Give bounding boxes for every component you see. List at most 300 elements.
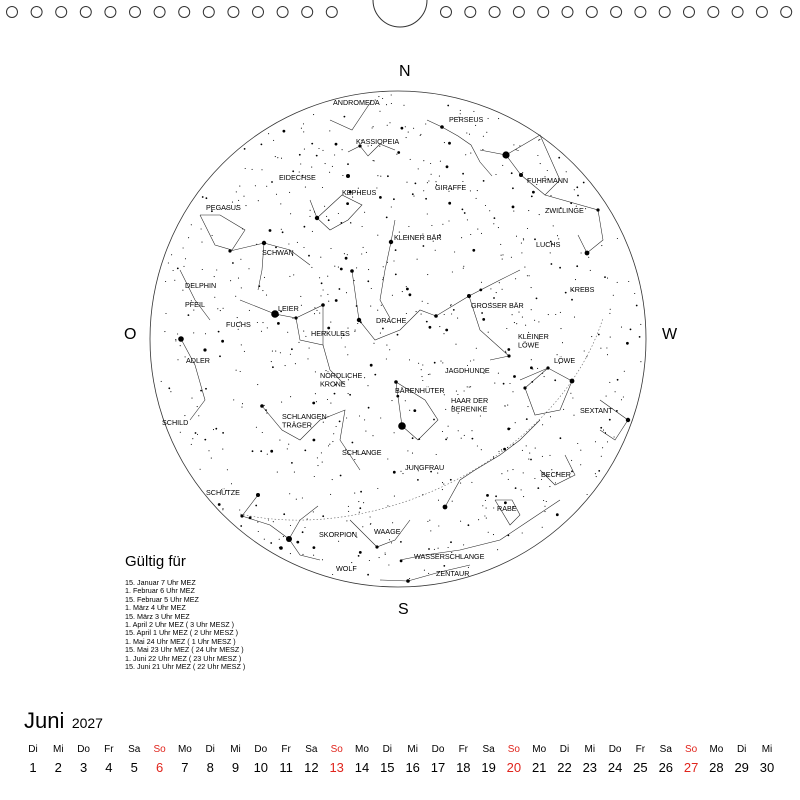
star [477,190,478,191]
star [313,439,316,442]
star [566,171,567,172]
star [322,462,323,463]
star [523,239,524,240]
star [573,415,574,416]
star [290,525,291,526]
star [208,450,209,451]
star [531,359,532,360]
star [171,254,172,255]
star [435,250,436,251]
star [317,465,318,466]
star [486,494,489,497]
star [600,427,602,429]
star [386,104,387,105]
star [377,235,378,236]
bright-star [502,151,509,158]
star [397,151,400,154]
star [486,132,487,133]
day-number: 29 [734,760,749,775]
star [193,310,194,311]
star [560,328,561,329]
star [415,183,417,185]
star [431,225,432,226]
star [273,521,274,522]
star [490,288,491,289]
star [495,495,497,497]
star [305,336,306,337]
constellation-line [181,339,205,420]
star [335,143,338,146]
star [219,355,221,357]
star [601,245,602,246]
star [366,252,367,253]
star [574,189,575,190]
star [330,403,331,404]
star [527,275,528,276]
star [334,154,335,155]
bright-star [178,336,184,342]
star [442,224,443,225]
star [393,198,395,200]
star [498,118,499,119]
star [322,515,324,517]
compass-east: O [124,326,137,343]
star [557,235,558,236]
star [453,309,455,311]
star [538,140,539,141]
star [351,562,352,563]
star [379,557,380,558]
star [433,419,435,421]
star [376,187,377,188]
star [352,442,354,444]
star [628,281,629,282]
star [316,310,317,311]
star [484,515,485,516]
bright-star [398,422,406,430]
star [508,479,509,480]
constellation-label: SCHILD [162,418,189,427]
star [581,252,582,253]
star [289,493,290,494]
star [364,419,365,420]
star [202,269,203,270]
star [222,508,223,509]
bright-star [389,240,393,244]
star [463,266,464,267]
star [379,111,380,112]
calendar-strip [20,744,780,794]
star [304,450,306,452]
star [571,460,572,461]
star [340,268,343,271]
star [550,195,551,196]
star [423,190,424,191]
validity-block [125,553,245,671]
star [470,386,471,387]
bright-star [260,404,264,408]
star [239,509,240,510]
star [314,307,315,308]
day-number: 1 [29,760,37,775]
star [483,180,485,182]
star [630,329,632,331]
day-number: 14 [354,760,370,775]
star [623,396,624,397]
star [270,450,273,453]
star [475,125,476,126]
star [518,312,519,313]
star [386,358,387,359]
star [320,295,321,296]
star [290,354,291,355]
star [476,348,477,349]
star [431,174,432,175]
star [361,253,362,254]
star [537,368,538,369]
star [336,426,337,427]
star [497,549,498,550]
star [559,267,561,269]
star [493,456,494,457]
star [516,236,517,237]
star [239,186,240,187]
star [214,297,215,298]
star [457,394,458,395]
star [448,547,449,548]
star [310,210,311,211]
star [297,242,298,243]
star [277,322,280,325]
star [483,136,484,137]
star [338,267,339,268]
star [202,196,204,198]
weekday-label: Mo [532,744,547,755]
star [427,303,428,304]
constellation-label: SCHWAN [262,248,294,257]
star [551,263,553,265]
star [329,172,330,173]
star [428,573,429,574]
star [372,435,373,436]
star [502,165,503,166]
star [493,458,494,459]
bright-star [321,303,325,307]
star [372,127,373,128]
star [602,447,603,448]
star [418,363,419,364]
star [472,249,475,252]
validity-entry: 15. Juni 21 Uhr MEZ ( 22 Uhr MESZ ) [125,662,246,672]
star [531,287,532,288]
star [587,494,588,495]
star [264,405,265,406]
constellation-line [200,215,245,250]
star [387,505,388,506]
star [515,422,516,423]
star [321,452,322,453]
star [522,450,523,451]
star [470,190,471,191]
star [382,279,383,280]
star [479,289,482,292]
star [330,494,331,495]
star [591,336,592,337]
star [296,499,297,500]
star [165,281,166,282]
star [493,297,495,299]
star [279,539,280,540]
star [609,313,610,314]
weekday-label: Fr [458,744,469,755]
star [301,305,302,306]
constellation-line [520,368,572,415]
constellation-label: SEXTANT [580,406,613,415]
star [356,267,357,268]
star [640,361,641,362]
star [536,298,538,300]
star [391,94,392,95]
star [485,205,486,206]
star [407,450,408,451]
day-number: 9 [231,760,240,775]
star [547,170,548,171]
star [534,478,535,479]
star [262,432,263,433]
star [570,202,572,204]
star [616,410,618,412]
star [447,105,449,107]
star [420,134,421,135]
star [344,116,346,118]
weekday-label: Di [559,744,570,755]
star [428,548,430,550]
star [430,163,431,164]
bright-star [294,316,297,319]
star [168,387,170,389]
bright-star [585,251,590,256]
star [617,282,618,283]
star [443,333,444,334]
star [413,128,414,129]
star [257,384,258,385]
star [168,262,169,263]
star [377,310,378,311]
star [391,103,392,104]
star [290,396,291,397]
star [529,453,530,454]
star [511,172,513,174]
star [542,373,543,374]
day-number: 21 [531,760,547,775]
star [316,155,318,157]
star [539,139,540,140]
star [183,247,184,248]
star [387,175,389,177]
star [273,140,274,141]
star [469,134,470,135]
star [346,202,349,205]
star [200,469,201,470]
constellation-line [242,495,320,560]
star [262,290,263,291]
star [406,182,407,183]
star [309,216,310,217]
star [377,488,378,489]
star [440,361,441,362]
star [335,299,338,302]
day-number: 8 [206,760,214,775]
star [523,496,524,497]
star [275,351,276,352]
star [258,200,259,201]
day-number: 13 [329,760,344,775]
constellation-label: LEIER [278,304,299,313]
weekday-label: Do [77,744,90,755]
star [212,235,213,236]
star [450,305,451,306]
validity-entry: 1. Februar 6 Uhr MEZ [125,586,195,596]
star [422,494,423,495]
star [191,224,192,225]
star [230,280,231,281]
star [522,317,523,318]
star [408,132,409,133]
star [267,454,268,455]
constellation-lines [180,100,628,581]
star [378,96,379,97]
star [555,314,556,315]
star [540,163,541,164]
star [347,354,348,355]
star [400,541,402,543]
validity-entry: 1. Juni 22 Uhr MEZ ( 23 Uhr MESZ ) [125,653,242,663]
bright-star [350,269,354,273]
star [422,364,423,365]
day-number: 26 [658,760,674,775]
star [470,153,471,154]
star [429,374,430,375]
star [442,431,443,432]
star [422,380,423,381]
star [464,390,465,391]
star [280,203,281,204]
star [473,359,474,360]
star [507,447,508,448]
day-number: 16 [405,760,420,775]
star [530,459,532,461]
star [329,130,330,131]
star [576,186,578,188]
star [416,311,417,312]
star [369,560,370,561]
star [456,391,457,392]
star [373,343,374,344]
star [548,314,549,315]
star [389,122,390,123]
star [356,305,358,307]
star [448,426,449,427]
star [329,444,330,445]
star [327,399,328,400]
weekday-label: Sa [482,744,495,755]
star [391,400,392,401]
star [462,173,464,175]
star [470,234,471,235]
bright-star [286,536,292,542]
star [481,282,482,283]
star [367,574,369,576]
star [227,469,228,470]
constellation-line [445,420,540,507]
star [330,322,331,323]
star [440,161,441,162]
constellation-line [400,500,560,560]
bright-star [434,314,438,318]
star [462,181,463,182]
star [624,371,625,372]
star [425,198,427,200]
star [617,238,618,239]
bright-star [375,545,378,548]
star [406,137,407,138]
star [417,479,419,481]
star [565,292,567,294]
star [188,237,189,238]
star [639,336,641,338]
star [346,292,347,293]
day-number: 2 [54,760,62,775]
constellation-label: EIDECHSE [279,173,316,182]
day-number: 15 [380,760,395,775]
star [334,393,336,395]
star [321,282,323,284]
star [359,507,361,509]
star [315,371,316,372]
star [439,326,440,327]
bright-star [507,354,510,357]
star [363,502,364,503]
star [255,505,257,507]
bright-star [626,418,630,422]
star [373,160,374,161]
constellation-label: DELPHIN [185,281,217,290]
star [392,522,393,523]
constellation-label: JAGDHUNDE [445,366,490,375]
star [271,361,272,362]
star [532,191,535,194]
star [444,314,445,315]
star [205,333,206,334]
star [400,471,401,472]
star [583,182,585,184]
star [406,286,407,287]
star [257,522,258,523]
star [350,222,351,223]
star [363,247,364,248]
star [605,432,606,433]
constellation-line [380,220,395,318]
star [537,487,539,489]
day-number: 25 [633,760,648,775]
bright-stars [178,125,630,583]
star [385,554,386,555]
star [261,144,263,146]
star [522,172,523,173]
star [222,432,224,434]
star [164,331,165,332]
star [494,383,495,384]
